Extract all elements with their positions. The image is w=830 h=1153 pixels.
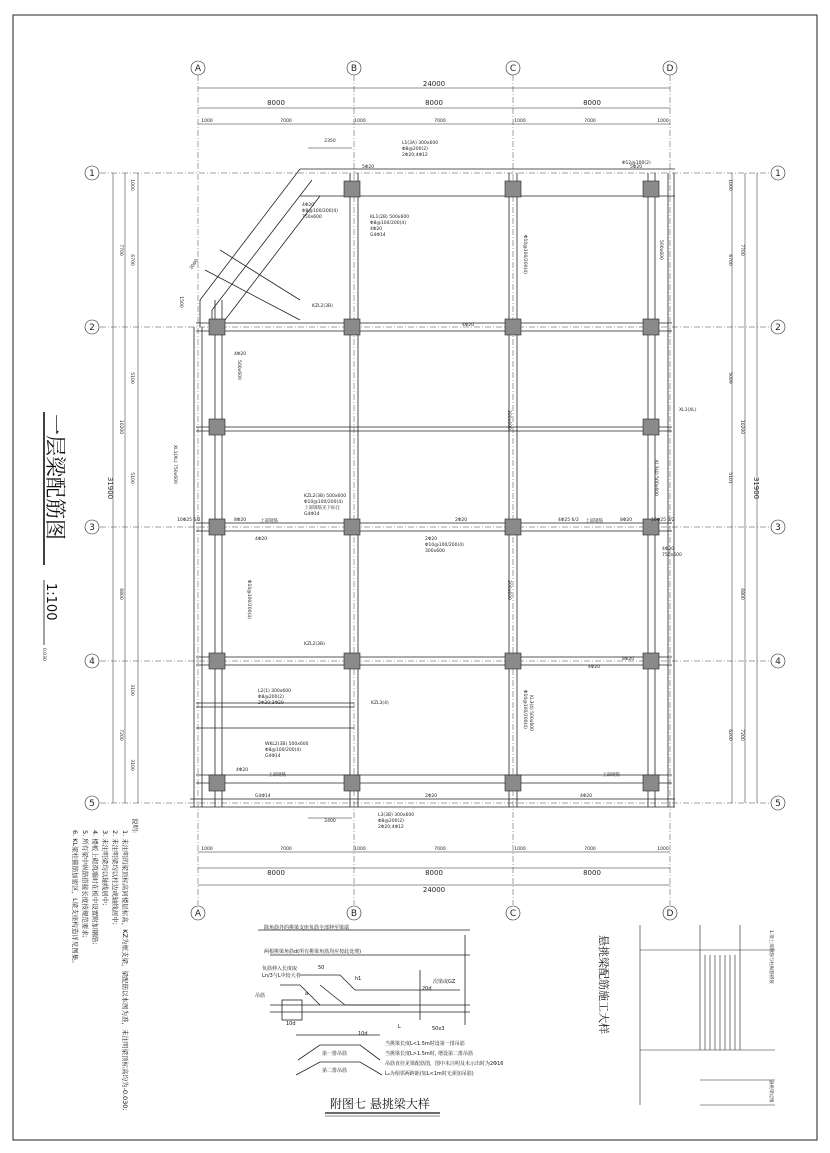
beam-lines [190, 169, 675, 807]
row-axis-bubbles [85, 166, 785, 810]
rebar-top-1b: 5Φ20 [630, 165, 643, 170]
rebar-3-sec: 750x600 [662, 553, 682, 558]
detail-dim-a: a [305, 991, 309, 997]
svg-text:3: 3 [89, 523, 95, 533]
svg-text:C: C [509, 64, 517, 74]
label-kl3-right: KL3(4) 500x600 [653, 460, 658, 496]
svg-text:2: 2 [775, 323, 781, 333]
rebar-top-5: 4Φ20 [236, 768, 249, 773]
svg-text:B: B [350, 909, 358, 919]
axis-bubble-right-5 [771, 796, 785, 810]
rebar-bot-3: 2Φ20 [425, 537, 438, 542]
detail2-label-2: 悬挑梁边缘 [768, 1080, 773, 1103]
dim-left-1: 1000 [129, 179, 134, 191]
detail2-label-1: 1.梁上部钢筋与柱纵筋搭接 [768, 930, 773, 984]
note-top-3b: 上部钢筋 [585, 519, 603, 524]
label-l3-bars: 2Φ20;4Φ12 [378, 825, 404, 830]
dim-misc-2350: 2350 [324, 139, 336, 144]
label-l2-bars: 2Φ20;3Φ20 [258, 701, 284, 706]
note-2: 2. 未注明梁均以柱边或轴线居中; [111, 830, 119, 925]
dim-left-8: 6800 [118, 588, 123, 600]
notes-block [71, 818, 140, 1111]
dim-left-5: 10200 [118, 419, 123, 435]
detail2-caption: 悬挑梁配筋施工大样 [597, 935, 610, 1034]
svg-text:D: D [666, 909, 674, 919]
dim-right-9: 7200 [739, 729, 744, 741]
rebar-vert-c4: Φ10@100/200(4) [522, 690, 527, 729]
svg-text:4: 4 [775, 657, 781, 667]
axis-bubble-top-c [506, 61, 520, 75]
detail-rule-2: 当挑梁长度L>1.5m时, 增设第二排吊筋 [385, 1051, 473, 1057]
rebar-4-right: 8Φ20 [622, 657, 635, 662]
construction-detail [640, 925, 775, 1105]
axis-bubble-left-1 [85, 166, 99, 180]
label-kl3: KL3(4) 500x600 [528, 695, 533, 731]
dim-total-bottom: 24000 [422, 886, 446, 894]
dim-sub-bottom-4: 7000 [434, 847, 446, 852]
rebar-bot-1: 4Φ20 [302, 203, 315, 208]
drawing-title: 一层梁配筋图 [43, 414, 67, 540]
detail-dim-10d-b: 10d [358, 1031, 368, 1037]
drawing-scale: 1:100 [43, 583, 58, 621]
rebar-bot-5: G4Φ14 [255, 794, 271, 799]
rebar-3-bars: 4Φ20 [662, 547, 675, 552]
rebar-top-2: 4Φ20 [462, 323, 475, 328]
note-5: 5. 所有梁中纵筋搭接长度按规范要求; [81, 830, 89, 938]
dim-left-2: 7700 [118, 244, 123, 256]
label-l2-stirrup: Φ8@200(2) [258, 695, 284, 700]
detail-dim-50x3: 50x3 [432, 1026, 445, 1032]
dim-total-top: 24000 [422, 80, 446, 88]
note-4: 4. 楼板上砌筑墙时在板中设置附加钢筋; [91, 830, 99, 945]
svg-text:3: 3 [775, 523, 781, 533]
top-dimension-lines [113, 88, 757, 885]
label-kzl2b-note: 上部钢筋见下标注 [304, 506, 340, 511]
dim-bay-bottom-2: 8000 [425, 869, 443, 877]
detail-line-1: 除角筋外的挑梁支座负筋全部伸至梁端 [264, 925, 350, 931]
label-kl1: KL1(2B) 500x600 [370, 215, 410, 220]
axis-bubble-left-3 [85, 520, 99, 534]
rebar-stirrup-1b: Φ8@100/200(4) [302, 209, 338, 214]
label-wkl2-stirrup: Φ8@100/200(4) [265, 748, 301, 753]
dim-sub-top-2: 7000 [280, 119, 292, 124]
axis-bubble-top-d [663, 61, 677, 75]
dim-left-9: 3100 [129, 684, 134, 696]
dim-left-7: 5100 [129, 472, 134, 484]
note-top-5b: 上部钢筋 [602, 773, 620, 778]
dim-sub-top-7: 1000 [657, 119, 669, 124]
label-xl1b: XL1(XL) 750x600 [172, 445, 177, 484]
label-kzl2b: KZL2(3B) 500x600 [304, 494, 347, 499]
rebar-sec-1: 750x600 [302, 215, 322, 220]
detail-caption: 附图七 悬挑梁大样 [330, 1097, 430, 1111]
detail-rule-3: 吊筋直径见梁配筋图，图中未注明及未示出时为2Φ16 [385, 1061, 504, 1067]
dim-sub-top-3: 1000 [354, 119, 366, 124]
rebar-top-3: 2Φ20 [455, 518, 468, 523]
rebar-stirrup-1: Φ12@100(2) [622, 161, 651, 166]
svg-text:A: A [194, 909, 202, 919]
dim-sub-top-5: 1000 [514, 119, 526, 124]
dim-bay-top-3: 8000 [583, 99, 601, 107]
label-kzl2b-stirrup: Φ10@100/200(4) [304, 500, 343, 505]
rebar-vert-d1: 500x600 [658, 240, 663, 260]
label-wkl2: WKL2(3B) 500x600 [265, 742, 309, 747]
note-6: 6. KL梁柱箍筋加密区，L梁支座构造详见图集。 [71, 830, 79, 967]
label-kl1-g4: G4Φ14 [370, 233, 386, 238]
dim-right-10: 6200 [727, 729, 732, 741]
dim-sub-bottom-1: 1000 [201, 847, 213, 852]
detail-rule-1: 当挑梁长度L<1.5m时设第一排吊筋 [385, 1041, 465, 1047]
detail-line-3: 负筋伸入长度取 [262, 966, 298, 972]
axis-bubble-right-3 [771, 520, 785, 534]
label-l2: L2(1) 300x600 [258, 689, 292, 694]
dim-sub-bottom-3: 1000 [354, 847, 366, 852]
svg-text:5: 5 [89, 799, 95, 809]
dim-sub-bottom-6: 7000 [584, 847, 596, 852]
dim-left-3: 6700 [129, 254, 134, 266]
rebar-4-top: 4Φ20 [588, 665, 601, 670]
rebar-edge-right-3: 10Φ25 6/2 [651, 518, 675, 523]
column-axis-bubbles [191, 61, 677, 920]
dim-right-6: 31900 [752, 476, 760, 500]
dim-sub-bottom-7: 1000 [657, 847, 669, 852]
dim-left-4: 5100 [129, 372, 134, 384]
rebar-vert-a2: 500x600 [236, 360, 241, 380]
detail-line-4: Ln/3与L中较大者 [262, 973, 301, 979]
detail-dim-10d-a: 10d [286, 1021, 296, 1027]
detail-secondary-beam: 次梁或GZ [433, 979, 456, 985]
label-kl1-bars: 4Φ20 [370, 227, 383, 232]
axis-bubble-bottom-c [506, 906, 520, 920]
rebar-edge-left-3: 10Φ25 6/2 [177, 518, 201, 523]
detail-dim-20d: 20d [422, 986, 432, 992]
dim-right-4: 5099 [727, 372, 732, 384]
label-l1: L1(3A) 300x600 [402, 141, 439, 146]
label-wkl2-g4: G4Φ14 [265, 754, 281, 759]
svg-text:2: 2 [89, 323, 95, 333]
detail-line-2: 两根挑梁角筋d(所有挑梁角筋均应按此处理) [264, 949, 362, 955]
beam-annotations [172, 140, 697, 830]
rebar-stirrup-3: Φ10@100/200(4) [425, 543, 464, 548]
axis-bubble-left-4 [85, 654, 99, 668]
detail-row-2: 第二排吊筋 [322, 1068, 348, 1074]
axis-bubble-left-5 [85, 796, 99, 810]
label-xl1: XL1(XL) [679, 408, 697, 413]
label-kl1-stirrup: Φ8@100/200(4) [370, 221, 406, 226]
svg-text:4: 4 [89, 657, 95, 667]
detail-dim-h1: h1 [355, 976, 362, 982]
rebar-vert-c3: 300x600 [506, 580, 511, 600]
dim-left-10: 7200 [118, 729, 123, 741]
detail-dim-L: L [398, 1024, 401, 1030]
rebar-top-5b: 2Φ20 [425, 794, 438, 799]
svg-text:5: 5 [775, 799, 781, 809]
rebar-top-left-3: 8Φ20 [234, 518, 247, 523]
dim-sub-bottom-2: 7000 [280, 847, 292, 852]
dim-right-8: 6800 [739, 588, 744, 600]
detail-rule-4: L₀为相邻两跨距(如L<1m时无须加吊筋) [385, 1071, 474, 1077]
label-kzl3: KZL3(4) [371, 701, 389, 706]
dim-misc-2000: 2000 [189, 258, 200, 271]
dim-right-5: 10200 [739, 419, 744, 435]
axis-bubble-top-a [191, 61, 205, 75]
label-kzl2-lower: KZL2(3B) [304, 642, 325, 647]
dim-right-1: 1000 [727, 179, 732, 191]
dim-bay-top-1: 8000 [267, 99, 285, 107]
axis-bubble-right-4 [771, 654, 785, 668]
dim-sub-bottom-5: 1000 [514, 847, 526, 852]
axis-bubble-right-2 [771, 320, 785, 334]
dim-left-6: 31900 [106, 476, 114, 500]
dim-sub-top-4: 7000 [434, 119, 446, 124]
dim-bay-bottom-3: 8000 [583, 869, 601, 877]
dim-sub-top-6: 7000 [584, 119, 596, 124]
axis-bubble-right-1 [771, 166, 785, 180]
svg-text:B: B [350, 64, 358, 74]
dim-right-3: 6700 [727, 254, 732, 266]
rebar-vert-a3: Φ10@100/200(4) [246, 580, 251, 619]
dim-misc-1500: 1500 [178, 296, 183, 308]
svg-text:C: C [509, 909, 517, 919]
detail-row-1: 第一排吊筋 [322, 1051, 348, 1057]
svg-text:1: 1 [89, 169, 95, 179]
rebar-vert-c2: 300x600 [506, 410, 511, 430]
label-kzl2b-g4: G4Φ14 [304, 512, 320, 517]
rebar-vert-c1: Φ10@100/200(4) [522, 235, 527, 274]
svg-text:D: D [666, 64, 674, 74]
label-kzl2: KZL2(3B) [312, 304, 333, 309]
dim-misc-2400: 2400 [324, 819, 336, 824]
note-top-3: 上部钢筋 [260, 519, 278, 524]
rebar-topbar-c-3: 4Φ25 6/2 [558, 518, 579, 523]
dim-right-7: 5101 [727, 472, 732, 484]
rebar-sec-3: 300x600 [425, 549, 445, 554]
dim-right-2: 7700 [739, 244, 744, 256]
note-3: 3. 未注明梁均以轴线居中; [101, 830, 109, 906]
label-l1-stirrup: Φ8@200(2) [402, 147, 428, 152]
note-top-5: 上部钢筋 [268, 773, 286, 778]
label-l3-stirrup: Φ8@200(2) [378, 819, 404, 824]
dim-sub-top-1: 1000 [201, 119, 213, 124]
notes-heading: 说明: [131, 818, 139, 834]
axis-bubble-top-b [347, 61, 361, 75]
axis-bubble-bottom-a [191, 906, 205, 920]
label-l1-bars: 2Φ20;4Φ12 [402, 153, 428, 158]
axis-bubble-bottom-d [663, 906, 677, 920]
dim-bay-top-2: 8000 [425, 99, 443, 107]
axis-bubble-bottom-b [347, 906, 361, 920]
small-mark: 0.030 [41, 648, 46, 661]
rebar-top-1: 5Φ20 [362, 165, 375, 170]
note-1: 1. 未注明的梁顶标高同楼层标高，KZ为框支梁，梁配筋以本图为准，未注明梁顶标高均为-0.030; [121, 830, 129, 1111]
label-l3: L3(3B) 300x600 [378, 813, 415, 818]
dim-bay-bottom-1: 8000 [267, 869, 285, 877]
rebar-bottom-left-3: 4Φ20 [255, 537, 268, 542]
rebar-2-left: 4Φ20 [234, 352, 247, 357]
axis-bubble-left-2 [85, 320, 99, 334]
detail-dim-50: 50 [318, 965, 325, 971]
detail-hook: 吊筋 [255, 993, 266, 999]
dim-left-11: 3100 [129, 759, 134, 771]
svg-text:A: A [194, 64, 202, 74]
svg-text:1: 1 [775, 169, 781, 179]
rebar-bot-5b: 4Φ20 [580, 794, 593, 799]
rebar-top-right-3: 8Φ20 [620, 518, 633, 523]
axis-grid [100, 75, 770, 905]
